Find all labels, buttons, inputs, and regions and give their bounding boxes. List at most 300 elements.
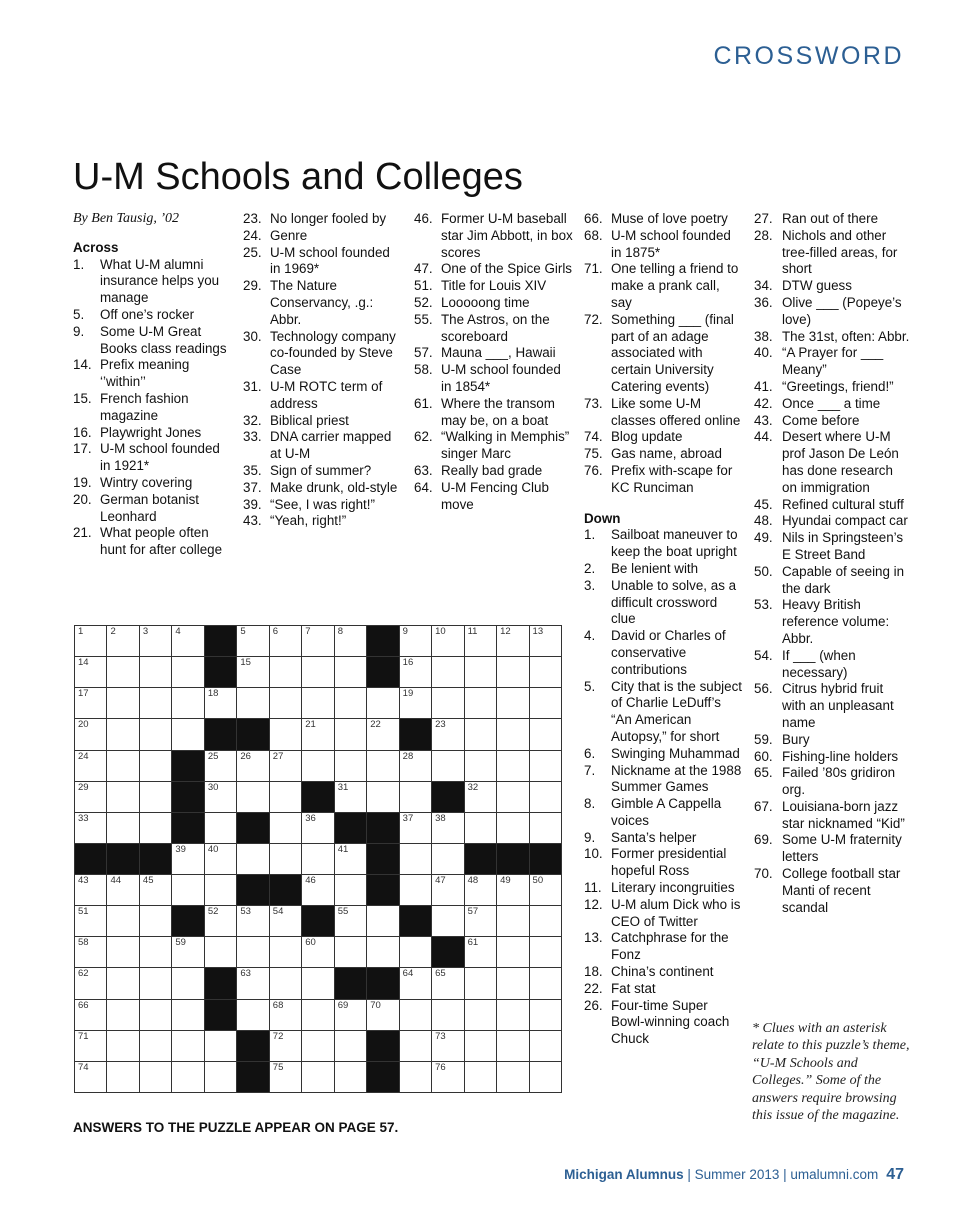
- grid-cell[interactable]: [172, 1062, 203, 1092]
- grid-cell[interactable]: [400, 782, 431, 812]
- grid-cell[interactable]: [140, 813, 171, 843]
- grid-block: [465, 844, 496, 874]
- grid-cell[interactable]: [335, 719, 366, 749]
- grid-cell[interactable]: [302, 844, 333, 874]
- clue-item: [584, 746, 744, 763]
- grid-cell[interactable]: [107, 657, 138, 687]
- grid-cell[interactable]: [205, 751, 236, 781]
- clue-number: 10.: [584, 846, 603, 862]
- clue-text: One telling a friend to make a prank call, say: [611, 261, 739, 310]
- clue-item: [243, 329, 401, 379]
- grid-cell[interactable]: [432, 1000, 463, 1030]
- grid-cell[interactable]: [205, 906, 236, 936]
- grid-cell[interactable]: [270, 937, 301, 967]
- grid-cell[interactable]: [107, 1000, 138, 1030]
- grid-cell[interactable]: [465, 968, 496, 998]
- grid-cell[interactable]: [335, 906, 366, 936]
- clue-text: Hyundai compact car: [782, 513, 908, 529]
- clue-item: [243, 413, 401, 430]
- clue-item: [754, 497, 910, 514]
- grid-cell[interactable]: [400, 968, 431, 998]
- clue-item: [584, 796, 744, 830]
- grid-cell[interactable]: [302, 626, 333, 656]
- grid-cell[interactable]: [270, 844, 301, 874]
- grid-cell[interactable]: [140, 1062, 171, 1092]
- grid-cell[interactable]: [270, 813, 301, 843]
- grid-cell[interactable]: [205, 1062, 236, 1092]
- grid-cell[interactable]: [530, 751, 561, 781]
- grid-cell[interactable]: [140, 782, 171, 812]
- cell-number: 39: [175, 843, 186, 855]
- clue-number: 68.: [584, 227, 603, 243]
- grid-cell[interactable]: [465, 751, 496, 781]
- grid-cell[interactable]: [205, 1031, 236, 1061]
- grid-cell[interactable]: [270, 1000, 301, 1030]
- grid-cell[interactable]: [335, 626, 366, 656]
- grid-cell[interactable]: [302, 719, 333, 749]
- grid-cell[interactable]: [367, 782, 398, 812]
- grid-cell[interactable]: [237, 937, 268, 967]
- clue-item: [243, 429, 401, 463]
- clue-item: [584, 880, 744, 897]
- clue-text: “Greetings, friend!”: [782, 378, 894, 394]
- clue-number: 31.: [243, 378, 262, 394]
- grid-cell[interactable]: [107, 968, 138, 998]
- grid-cell[interactable]: [172, 875, 203, 905]
- grid-cell[interactable]: [335, 657, 366, 687]
- grid-cell[interactable]: [270, 1062, 301, 1092]
- grid-cell[interactable]: [400, 657, 431, 687]
- cell-number: 71: [78, 1030, 89, 1042]
- clue-number: 14.: [73, 357, 92, 373]
- clue-item: [73, 441, 233, 475]
- grid-cell[interactable]: [107, 719, 138, 749]
- grid-cell[interactable]: [367, 906, 398, 936]
- grid-cell[interactable]: [140, 626, 171, 656]
- grid-cell[interactable]: [465, 875, 496, 905]
- cell-number: 18: [207, 688, 219, 700]
- grid-cell[interactable]: [465, 1062, 496, 1092]
- clue-number: 34.: [754, 278, 773, 294]
- clue-item: [73, 492, 233, 526]
- clue-item: [243, 379, 401, 413]
- clue-item: [243, 211, 401, 228]
- grid-cell[interactable]: [75, 813, 106, 843]
- grid-cell[interactable]: [140, 688, 171, 718]
- grid-cell[interactable]: [75, 1062, 106, 1092]
- clue-number: 62.: [414, 429, 433, 445]
- grid-cell[interactable]: [302, 968, 333, 998]
- grid-cell[interactable]: [237, 1000, 268, 1030]
- grid-cell[interactable]: [140, 751, 171, 781]
- grid-cell[interactable]: [497, 751, 528, 781]
- clue-item: [754, 530, 910, 564]
- clue-item: [584, 561, 744, 578]
- clue-item: [414, 295, 574, 312]
- grid-cell[interactable]: [497, 782, 528, 812]
- grid-cell[interactable]: [497, 875, 528, 905]
- clue-item: [243, 228, 401, 245]
- grid-cell[interactable]: [530, 1031, 561, 1061]
- cell-number: 24: [78, 750, 89, 762]
- grid-cell[interactable]: [497, 626, 528, 656]
- clue-item: [584, 981, 744, 998]
- grid-cell[interactable]: [367, 719, 398, 749]
- grid-cell[interactable]: [367, 1000, 398, 1030]
- grid-cell[interactable]: [432, 1031, 463, 1061]
- grid-cell[interactable]: [205, 782, 236, 812]
- clue-item: [243, 480, 401, 497]
- grid-block: [400, 906, 431, 936]
- grid-cell[interactable]: [432, 626, 463, 656]
- grid-cell[interactable]: [497, 906, 528, 936]
- grid-cell[interactable]: [465, 1000, 496, 1030]
- cell-number: 41: [337, 843, 349, 855]
- grid-block: [367, 1062, 398, 1092]
- grid-cell[interactable]: [140, 937, 171, 967]
- grid-block: [335, 968, 366, 998]
- clue-item: [754, 799, 910, 833]
- grid-cell[interactable]: [140, 1031, 171, 1061]
- grid-cell[interactable]: [465, 937, 496, 967]
- grid-cell[interactable]: [432, 906, 463, 936]
- grid-cell[interactable]: [530, 875, 561, 905]
- clue-text: Sailboat maneuver to keep the boat upright: [611, 527, 738, 560]
- grid-cell[interactable]: [75, 906, 106, 936]
- grid-cell[interactable]: [75, 719, 106, 749]
- clue-item: [754, 597, 910, 647]
- clue-number: 7.: [584, 762, 596, 778]
- grid-cell[interactable]: [205, 937, 236, 967]
- grid-cell[interactable]: [107, 688, 138, 718]
- grid-cell[interactable]: [140, 657, 171, 687]
- grid-cell[interactable]: [140, 1000, 171, 1030]
- grid-cell[interactable]: [432, 813, 463, 843]
- grid-cell[interactable]: [465, 906, 496, 936]
- cell-number: 29: [78, 781, 89, 793]
- cell-number: 55: [337, 906, 349, 918]
- grid-cell[interactable]: [432, 1062, 463, 1092]
- grid-cell[interactable]: [75, 1000, 106, 1030]
- cell-number: 1: [78, 626, 84, 637]
- clue-number: 27.: [754, 211, 773, 226]
- grid-block: [367, 813, 398, 843]
- grid-block: [497, 844, 528, 874]
- clue-number: 60.: [754, 748, 773, 764]
- across-heading: Across: [73, 239, 119, 255]
- clue-text: Title for Louis XIV: [441, 278, 547, 294]
- grid-cell[interactable]: [432, 688, 463, 718]
- grid-cell[interactable]: [432, 751, 463, 781]
- clue-number: 35.: [243, 462, 262, 478]
- grid-cell[interactable]: [140, 875, 171, 905]
- grid-cell[interactable]: [497, 719, 528, 749]
- grid-cell[interactable]: [400, 844, 431, 874]
- grid-cell[interactable]: [270, 782, 301, 812]
- clue-number: 13.: [584, 930, 603, 946]
- grid-cell[interactable]: [530, 968, 561, 998]
- grid-cell[interactable]: [205, 875, 236, 905]
- grid-cell[interactable]: [75, 688, 106, 718]
- clue-number: 39.: [243, 496, 262, 512]
- clue-text: U-M school founded in 1854*: [441, 362, 561, 394]
- cell-number: 76: [435, 1061, 446, 1073]
- grid-cell[interactable]: [335, 751, 366, 781]
- across-clues-1: [73, 257, 233, 559]
- clue-text: Desert where U-M prof Jason De León has done research on immigration: [782, 429, 899, 495]
- grid-cell[interactable]: [172, 844, 203, 874]
- grid-cell[interactable]: [172, 937, 203, 967]
- grid-cell[interactable]: [400, 751, 431, 781]
- grid-cell[interactable]: [302, 688, 333, 718]
- grid-cell[interactable]: [107, 875, 138, 905]
- clue-item: [584, 998, 744, 1048]
- grid-cell[interactable]: [465, 688, 496, 718]
- clue-text: U-M alum Dick who is CEO of Twitter: [611, 896, 741, 929]
- clue-item: [584, 211, 744, 228]
- grid-cell[interactable]: [530, 1000, 561, 1030]
- grid-block: [237, 1062, 268, 1092]
- grid-cell[interactable]: [107, 813, 138, 843]
- grid-cell[interactable]: [205, 688, 236, 718]
- grid-cell[interactable]: [302, 937, 333, 967]
- grid-cell[interactable]: [530, 719, 561, 749]
- grid-cell[interactable]: [107, 937, 138, 967]
- grid-cell[interactable]: [75, 968, 106, 998]
- cell-number: 21: [305, 719, 316, 731]
- clue-item: [584, 679, 744, 746]
- clue-text: Gimble A Cappella voices: [611, 796, 722, 828]
- grid-cell[interactable]: [172, 1000, 203, 1030]
- clue-item: [754, 228, 910, 278]
- grid-cell[interactable]: [530, 626, 561, 656]
- grid-cell[interactable]: [367, 688, 398, 718]
- clue-item: [73, 525, 233, 559]
- clue-text: Something ___ (final part of an adage associated with certain University Catering events): [611, 311, 734, 394]
- grid-cell[interactable]: [400, 813, 431, 843]
- grid-cell[interactable]: [497, 968, 528, 998]
- grid-cell[interactable]: [107, 751, 138, 781]
- grid-cell[interactable]: [172, 968, 203, 998]
- grid-cell[interactable]: [335, 1031, 366, 1061]
- grid-cell[interactable]: [107, 906, 138, 936]
- grid-cell[interactable]: [530, 813, 561, 843]
- grid-block: [367, 1031, 398, 1061]
- crossword-grid[interactable]: [74, 625, 562, 1093]
- grid-cell[interactable]: [302, 1000, 333, 1030]
- grid-block: [172, 813, 203, 843]
- clue-number: 43.: [243, 513, 262, 529]
- grid-cell[interactable]: [270, 688, 301, 718]
- grid-cell[interactable]: [465, 1031, 496, 1061]
- grid-cell[interactable]: [270, 1031, 301, 1061]
- grid-cell[interactable]: [237, 688, 268, 718]
- footer-site[interactable]: umalumni.com: [790, 1167, 879, 1182]
- grid-cell[interactable]: [75, 1031, 106, 1061]
- clue-text: DTW guess: [782, 278, 852, 294]
- grid-cell[interactable]: [302, 657, 333, 687]
- grid-cell[interactable]: [432, 968, 463, 998]
- grid-cell[interactable]: [497, 937, 528, 967]
- clue-text: “Yeah, right!”: [270, 513, 347, 529]
- grid-cell[interactable]: [237, 844, 268, 874]
- clue-text: “See, I was right!”: [270, 496, 375, 512]
- grid-cell[interactable]: [497, 1000, 528, 1030]
- clue-number: 21.: [73, 525, 92, 541]
- clue-number: 29.: [243, 278, 262, 294]
- cell-number: 11: [467, 626, 478, 637]
- clue-number: 57.: [414, 345, 433, 361]
- grid-cell[interactable]: [465, 782, 496, 812]
- grid-cell[interactable]: [530, 906, 561, 936]
- grid-cell[interactable]: [270, 719, 301, 749]
- clue-number: 37.: [243, 479, 262, 495]
- grid-cell[interactable]: [270, 751, 301, 781]
- cell-number: 22: [370, 719, 381, 731]
- grid-cell[interactable]: [432, 719, 463, 749]
- clue-number: 5.: [73, 306, 85, 322]
- grid-cell[interactable]: [530, 782, 561, 812]
- grid-cell[interactable]: [400, 1031, 431, 1061]
- grid-cell[interactable]: [140, 906, 171, 936]
- grid-cell[interactable]: [237, 626, 268, 656]
- grid-cell[interactable]: [335, 1062, 366, 1092]
- grid-cell[interactable]: [497, 1031, 528, 1061]
- cell-number: 46: [305, 875, 316, 887]
- clue-number: 70.: [754, 866, 773, 882]
- grid-cell[interactable]: [140, 719, 171, 749]
- down-clues-2: [754, 211, 910, 916]
- clue-text: College football star Manti of recent scandal: [782, 866, 901, 915]
- grid-cell[interactable]: [530, 1062, 561, 1092]
- grid-cell[interactable]: [75, 875, 106, 905]
- grid-cell[interactable]: [432, 657, 463, 687]
- clue-item: [414, 362, 574, 396]
- grid-cell[interactable]: [335, 1000, 366, 1030]
- grid-cell[interactable]: [400, 626, 431, 656]
- grid-cell[interactable]: [107, 1062, 138, 1092]
- grid-cell[interactable]: [237, 657, 268, 687]
- grid-cell[interactable]: [335, 688, 366, 718]
- grid-cell[interactable]: [107, 782, 138, 812]
- clue-number: 2.: [584, 560, 596, 576]
- grid-cell[interactable]: [367, 937, 398, 967]
- clue-number: 53.: [754, 597, 773, 613]
- clue-text: What U-M alumni insurance helps you manage: [100, 256, 220, 306]
- grid-cell[interactable]: [270, 626, 301, 656]
- cell-number: 50: [532, 875, 544, 887]
- grid-cell[interactable]: [172, 688, 203, 718]
- grid-cell[interactable]: [237, 782, 268, 812]
- clue-text: Unable to solve, as a difficult crossword clue: [611, 577, 737, 627]
- clue-item: [584, 527, 744, 561]
- grid-cell[interactable]: [335, 875, 366, 905]
- clue-text: Muse of love poetry: [611, 211, 728, 226]
- grid-cell[interactable]: [302, 813, 333, 843]
- grid-cell[interactable]: [107, 626, 138, 656]
- clue-text: Prefix meaning ‘’within’’: [100, 357, 190, 390]
- grid-cell[interactable]: [237, 751, 268, 781]
- grid-cell[interactable]: [172, 1031, 203, 1061]
- clue-text: Biblical priest: [270, 412, 349, 428]
- grid-cell[interactable]: [400, 875, 431, 905]
- clue-number: 51.: [414, 278, 433, 294]
- grid-cell[interactable]: [237, 968, 268, 998]
- grid-cell[interactable]: [172, 657, 203, 687]
- grid-cell[interactable]: [530, 657, 561, 687]
- down-heading: Down: [584, 510, 621, 526]
- clue-number: 69.: [754, 832, 773, 848]
- clue-item: [73, 357, 233, 391]
- clue-item: [754, 732, 910, 749]
- grid-cell[interactable]: [75, 657, 106, 687]
- cell-number: 19: [402, 688, 414, 700]
- grid-cell[interactable]: [237, 906, 268, 936]
- grid-block: [530, 844, 561, 874]
- clue-item: [73, 475, 233, 492]
- grid-cell[interactable]: [302, 1031, 333, 1061]
- grid-cell[interactable]: [465, 719, 496, 749]
- clue-item: [584, 964, 744, 981]
- grid-cell[interactable]: [465, 626, 496, 656]
- clue-text: “Walking in Memphis” singer Marc: [441, 429, 570, 462]
- grid-cell[interactable]: [172, 626, 203, 656]
- grid-cell[interactable]: [497, 813, 528, 843]
- grid-cell[interactable]: [75, 751, 106, 781]
- grid-cell[interactable]: [335, 782, 366, 812]
- cell-number: 20: [78, 719, 89, 731]
- grid-cell[interactable]: [497, 1062, 528, 1092]
- grid-cell[interactable]: [302, 875, 333, 905]
- grid-cell[interactable]: [432, 875, 463, 905]
- grid-cell[interactable]: [400, 1062, 431, 1092]
- grid-cell[interactable]: [75, 937, 106, 967]
- cell-number: 2: [110, 626, 116, 637]
- grid-cell[interactable]: [75, 626, 106, 656]
- grid-cell[interactable]: [75, 782, 106, 812]
- grid-cell[interactable]: [172, 719, 203, 749]
- grid-cell[interactable]: [205, 844, 236, 874]
- grid-cell[interactable]: [432, 844, 463, 874]
- grid-cell[interactable]: [367, 751, 398, 781]
- grid-cell[interactable]: [302, 1062, 333, 1092]
- grid-cell[interactable]: [270, 657, 301, 687]
- grid-cell[interactable]: [497, 657, 528, 687]
- grid-cell[interactable]: [270, 906, 301, 936]
- grid-cell[interactable]: [530, 688, 561, 718]
- grid-cell[interactable]: [465, 657, 496, 687]
- grid-cell[interactable]: [400, 937, 431, 967]
- grid-cell[interactable]: [140, 968, 171, 998]
- grid-cell[interactable]: [107, 1031, 138, 1061]
- clue-number: 1.: [73, 256, 85, 272]
- cell-number: 31: [337, 781, 349, 793]
- grid-cell[interactable]: [302, 751, 333, 781]
- clue-number: 47.: [414, 261, 433, 277]
- grid-cell[interactable]: [335, 844, 366, 874]
- grid-cell[interactable]: [335, 937, 366, 967]
- clue-number: 23.: [243, 211, 262, 226]
- grid-cell[interactable]: [465, 813, 496, 843]
- cell-number: 28: [402, 750, 414, 762]
- grid-cell[interactable]: [270, 968, 301, 998]
- grid-cell[interactable]: [497, 688, 528, 718]
- grid-cell[interactable]: [205, 813, 236, 843]
- grid-cell[interactable]: [530, 937, 561, 967]
- grid-cell[interactable]: [400, 688, 431, 718]
- cell-number: 3: [142, 626, 149, 637]
- grid-cell[interactable]: [400, 1000, 431, 1030]
